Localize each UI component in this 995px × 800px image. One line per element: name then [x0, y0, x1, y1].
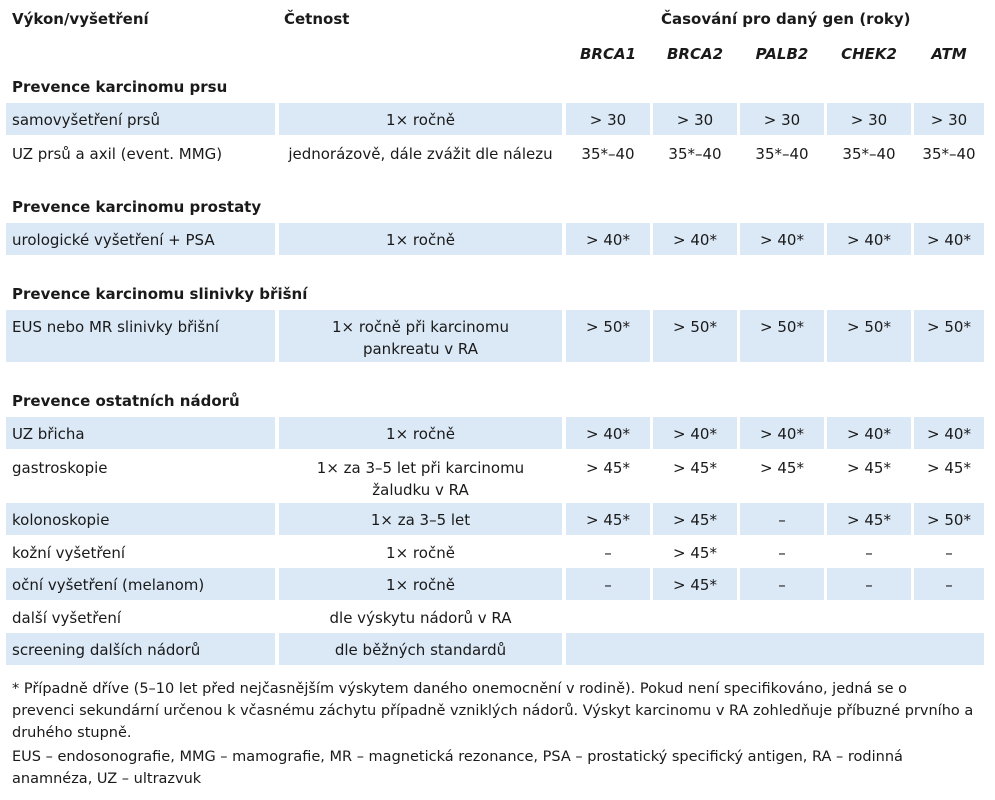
- frequency-cell: jednorázově, dále zvážit dle nálezu: [288, 145, 553, 163]
- timing-cell: 35*–40: [581, 145, 635, 163]
- table-row: [6, 223, 984, 255]
- table-row: [6, 601, 984, 633]
- timing-cell: –: [740, 503, 824, 535]
- empty-timing-cell: [566, 633, 984, 665]
- table-row: [6, 451, 984, 501]
- timing-cell: –: [914, 568, 984, 600]
- procedure-cell: další vyšetření: [12, 609, 122, 627]
- header-frequency: Četnost: [284, 10, 350, 28]
- timing-cell: > 45*: [673, 459, 717, 477]
- timing-cell: > 50*: [914, 310, 984, 362]
- timing-cell: > 40*: [566, 417, 650, 449]
- procedure-cell: gastroskopie: [12, 459, 108, 477]
- table-row: [6, 310, 984, 362]
- gene-header-chek2: CHEK2: [841, 45, 897, 63]
- timing-cell: > 40*: [653, 223, 737, 255]
- procedure-cell: oční vyšetření (melanom): [6, 568, 275, 600]
- timing-cell: 35*–40: [668, 145, 722, 163]
- table-row: [6, 633, 984, 665]
- timing-cell: –: [740, 568, 824, 600]
- timing-cell: > 30: [566, 103, 650, 135]
- timing-cell: > 45*: [760, 459, 804, 477]
- table-row: [6, 503, 984, 535]
- timing-cell: > 45*: [566, 503, 650, 535]
- table-row: [6, 568, 984, 600]
- procedure-cell: kolonoskopie: [6, 503, 275, 535]
- timing-cell: 35*–40: [755, 145, 809, 163]
- timing-cell: > 40*: [827, 417, 911, 449]
- gene-header-palb2: PALB2: [755, 45, 809, 63]
- gene-header-brca1: BRCA1: [579, 45, 637, 63]
- timing-cell: > 45*: [827, 503, 911, 535]
- timing-cell: > 45*: [927, 459, 971, 477]
- timing-cell: > 45*: [847, 459, 891, 477]
- frequency-cell: dle výskytu nádorů v RA: [329, 609, 512, 627]
- timing-cell: –: [566, 568, 650, 600]
- timing-cell: 35*–40: [922, 145, 976, 163]
- table-row: [6, 137, 984, 169]
- procedure-cell: screening dalších nádorů: [6, 633, 275, 665]
- timing-cell: > 45*: [653, 503, 737, 535]
- table-row: [6, 103, 984, 135]
- timing-cell: > 30: [827, 103, 911, 135]
- frequency-cell: 1× za 3–5 let: [279, 503, 562, 535]
- procedure-cell: UZ prsů a axil (event. MMG): [12, 145, 223, 163]
- timing-cell: > 40*: [914, 417, 984, 449]
- table-row: [6, 536, 984, 568]
- section-title: Prevence karcinomu slinivky břišní: [12, 285, 308, 303]
- frequency-cell: 1× ročně: [386, 544, 455, 562]
- timing-cell: > 45*: [653, 568, 737, 600]
- frequency-cell: 1× ročně: [279, 568, 562, 600]
- timing-cell: –: [827, 568, 911, 600]
- procedure-cell: kožní vyšetření: [12, 544, 126, 562]
- timing-cell: 35*–40: [842, 145, 896, 163]
- timing-cell: > 40*: [740, 223, 824, 255]
- timing-cell: > 50*: [740, 310, 824, 362]
- gene-header-atm: ATM: [931, 45, 967, 63]
- timing-cell: > 50*: [653, 310, 737, 362]
- frequency-cell: 1× ročně: [279, 417, 562, 449]
- header-timing: Časování pro daný gen (roky): [661, 10, 911, 28]
- section-title: Prevence ostatních nádorů: [12, 392, 240, 410]
- frequency-cell: 1× ročně: [279, 223, 562, 255]
- timing-cell: > 50*: [827, 310, 911, 362]
- section-title: Prevence karcinomu prostaty: [12, 198, 262, 216]
- gene-header-brca2: BRCA2: [666, 45, 724, 63]
- timing-cell: –: [945, 544, 953, 562]
- procedure-cell: samovyšetření prsů: [6, 103, 275, 135]
- procedure-cell: urologické vyšetření + PSA: [6, 223, 275, 255]
- procedure-cell: UZ břicha: [6, 417, 275, 449]
- timing-cell: > 45*: [673, 544, 717, 562]
- timing-cell: > 30: [740, 103, 824, 135]
- frequency-cell: 1× ročně: [279, 103, 562, 135]
- timing-cell: –: [865, 544, 873, 562]
- timing-cell: > 40*: [914, 223, 984, 255]
- timing-cell: > 40*: [740, 417, 824, 449]
- frequency-cell: dle běžných standardů: [279, 633, 562, 665]
- timing-cell: > 45*: [586, 459, 630, 477]
- timing-cell: > 30: [914, 103, 984, 135]
- timing-cell: > 50*: [566, 310, 650, 362]
- section-title: Prevence karcinomu prsu: [12, 78, 228, 96]
- frequency-cell: 1× ročně při karcinomu pankreatu v RA: [279, 310, 562, 362]
- header-procedure: Výkon/vyšetření: [12, 10, 149, 28]
- frequency-cell: 1× za 3–5 let při karcinomu žaludku v RA: [316, 459, 525, 499]
- footnote-asterisk: * Případně dříve (5–10 let před nejčasnějším výskytem daného onemocnění v rodině). Pokud není specifikováno, jedná se o prevenci sekundární určenou k včasnému záchytu případně vzniklých nádorů. Výskyt karcinomu v RA zohledňuje příbuzné prvního a druhého stupně.: [12, 681, 974, 741]
- timing-cell: –: [604, 544, 612, 562]
- timing-cell: > 50*: [914, 503, 984, 535]
- timing-cell: > 40*: [566, 223, 650, 255]
- timing-cell: –: [778, 544, 786, 562]
- timing-cell: > 40*: [653, 417, 737, 449]
- timing-cell: > 30: [653, 103, 737, 135]
- procedure-cell: EUS nebo MR slinivky břišní: [6, 310, 275, 362]
- footnote-abbreviations: EUS – endosonografie, MMG – mamografie, MR – magnetická rezonance, PSA – prostatický specifický antigen, RA – rodinná anamnéza, UZ – ultrazvuk: [12, 749, 903, 787]
- footnotes: [12, 678, 974, 792]
- timing-cell: > 40*: [827, 223, 911, 255]
- table-row: [6, 417, 984, 449]
